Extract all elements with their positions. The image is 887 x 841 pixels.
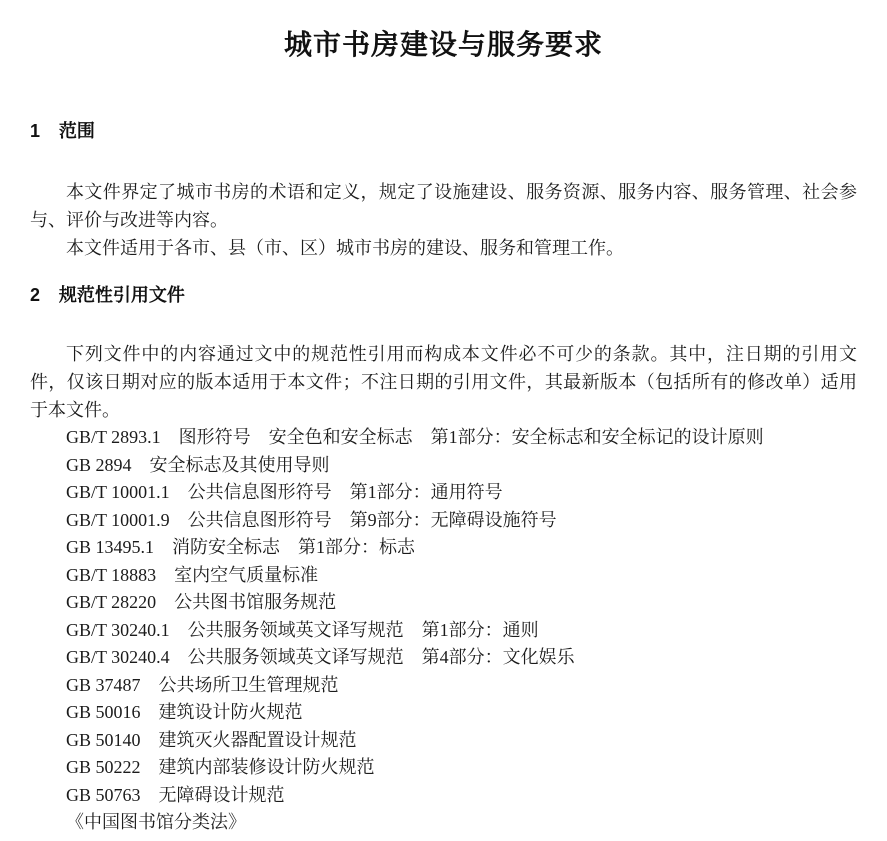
normative-references-list	[30, 424, 857, 837]
normative-references-intro: 下列文件中的内容通过文中的规范性引用而构成本文件必不可少的条款。其中，注日期的引用文件，仅该日期对应的版本适用于本文件；不注日期的引用文件，其最新版本（包括所有的修改单）适用于本文件。	[30, 344, 857, 420]
reference-item: GB 50140 建筑灭火器配置设计规范	[66, 729, 357, 750]
reference-item: GB 2894 安全标志及其使用导则	[66, 454, 330, 475]
reference-item: GB 37487 公共场所卫生管理规范	[66, 674, 339, 695]
reference-item: GB/T 28220 公共图书馆服务规范	[66, 592, 337, 612]
section-1-title: 范围	[58, 121, 95, 141]
reference-item: GB/T 18883 室内空气质量标准	[66, 564, 319, 585]
reference-item: GB 50763 无障碍设计规范	[66, 784, 285, 805]
reference-item: GB 50222 建筑内部装修设计防火规范	[66, 757, 375, 777]
reference-item: GB 50016 建筑设计防火规范	[66, 702, 303, 722]
section-2-number: 2	[30, 285, 41, 305]
reference-item: GB/T 30240.1 公共服务领域英文译写规范 第1部分：通则	[66, 619, 539, 640]
reference-item: GB/T 10001.9 公共信息图形符号 第9部分：无障碍设施符号	[66, 509, 557, 530]
reference-item: GB/T 30240.4 公共服务领域英文译写规范 第4部分：文化娱乐	[66, 647, 575, 667]
section-2-title: 规范性引用文件	[58, 285, 185, 305]
section-2-heading	[30, 284, 857, 306]
reference-item: GB 13495.1 消防安全标志 第1部分：标志	[66, 537, 416, 557]
reference-item: GB/T 2893.1 图形符号 安全色和安全标志 第1部分：安全标志和安全标记的设计原则	[66, 427, 764, 447]
scope-paragraph-1: 本文件界定了城市书房的术语和定义，规定了设施建设、服务资源、服务内容、服务管理、社会参与、评价与改进等内容。	[30, 182, 857, 230]
reference-item: GB/T 10001.1 公共信息图形符号 第1部分：通用符号	[66, 482, 503, 502]
section-1-number: 1	[30, 121, 41, 141]
document-title: 城市书房建设与服务要求	[283, 29, 603, 60]
reference-item: 《中国图书馆分类法》	[66, 812, 246, 832]
section-1-heading	[30, 120, 857, 142]
scope-paragraph-2: 本文件适用于各市、县（市、区）城市书房的建设、服务和管理工作。	[66, 238, 624, 258]
